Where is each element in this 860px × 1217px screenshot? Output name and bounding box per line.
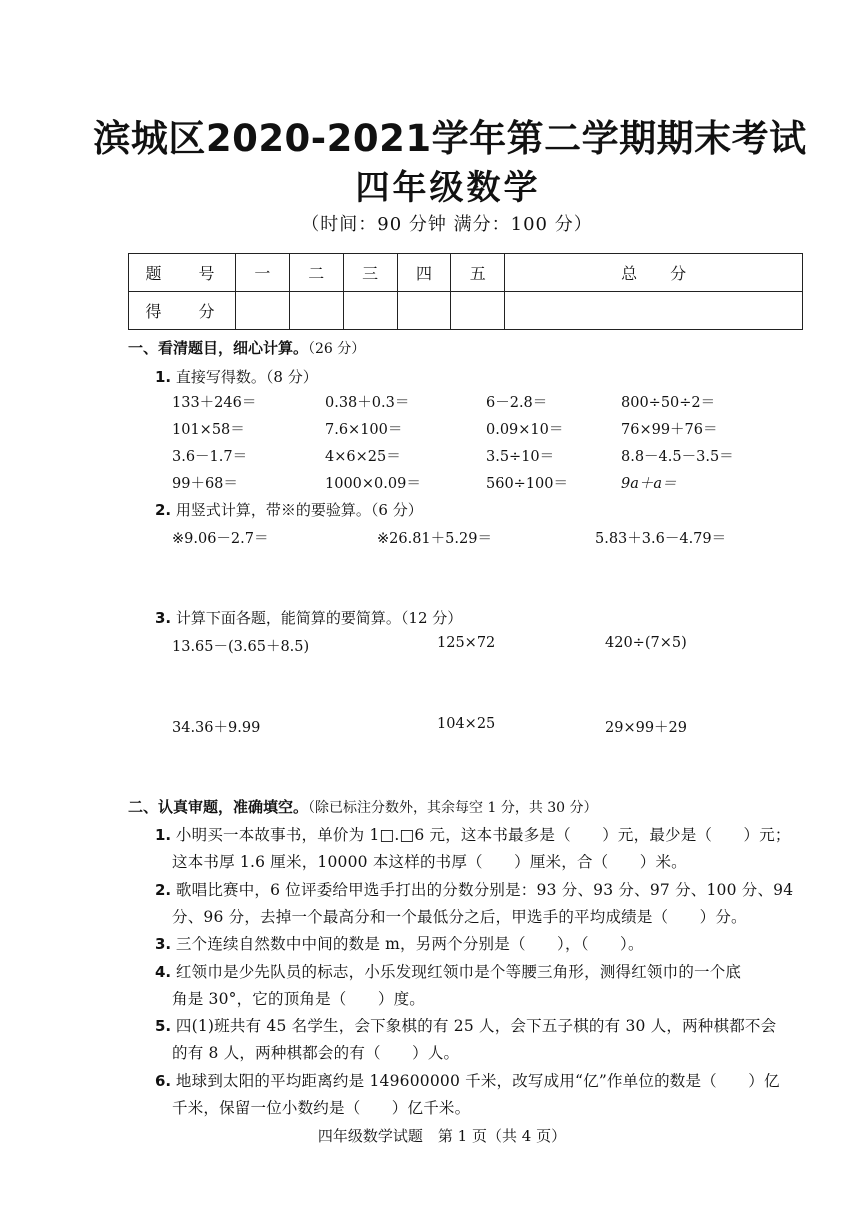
calc-item: 1000×0.09＝ — [325, 476, 421, 492]
score-input-cell[interactable] — [289, 292, 343, 330]
score-table-cell: 一 — [236, 254, 290, 292]
question-number: 1. — [155, 368, 172, 386]
fill-question-6 — [155, 1069, 780, 1091]
question-number: 1. — [155, 826, 172, 844]
score-input-cell[interactable] — [451, 292, 505, 330]
calc-item: 76×99＋76＝ — [621, 422, 718, 438]
section1-title: 一、看清题目，细心计算。 — [128, 339, 309, 357]
simplify-calc-item: 420÷(7×5) — [605, 635, 687, 651]
question-line: 三个连续自然数中中间的数是 m，另两个分别是（ ），（ ）。 — [175, 935, 644, 953]
score-input-cell[interactable] — [505, 292, 803, 330]
fill-question-2 — [155, 878, 793, 900]
calc-item: 0.38＋0.3＝ — [325, 395, 410, 411]
exam-subtitle: 四年级数学 — [355, 168, 541, 208]
score-table-cell: 题 号 — [129, 254, 236, 292]
question-1-1 — [155, 366, 318, 387]
calc-item: 9a＋a＝ — [621, 476, 677, 492]
score-table-cell: 四 — [397, 254, 451, 292]
time-and-score-info: （时间：90 分钟 满分：100 分） — [301, 214, 593, 235]
score-input-cell[interactable] — [397, 292, 451, 330]
question-line: 的有 8 人，两种棋都会的有（ ）人。 — [172, 1044, 460, 1062]
question-line: 红领巾是少先队员的标志，小乐发现红领巾是个等腰三角形，测得红领巾的一个底 — [175, 963, 742, 981]
calc-item: 101×58＝ — [172, 422, 245, 438]
question-number: 4. — [155, 963, 172, 981]
question-text: 用竖式计算，带※的要验算。（6 分） — [175, 501, 423, 519]
question-line: 分、96 分，去掉一个最高分和一个最低分之后，甲选手的平均成绩是（ ）分。 — [172, 908, 747, 926]
score-table-cell: 五 — [451, 254, 505, 292]
calc-item: 133＋246＝ — [172, 395, 257, 411]
question-1-3 — [155, 607, 462, 628]
question-1-2 — [155, 499, 423, 520]
calc-item: 0.09×10＝ — [486, 422, 564, 438]
section1-heading — [128, 337, 365, 358]
score-table-cell: 总 分 — [505, 254, 803, 292]
calc-item: 8.8－4.5－3.5＝ — [621, 449, 734, 465]
question-number: 2. — [155, 501, 172, 519]
question-number: 3. — [155, 935, 172, 953]
calc-item: 800÷50÷2＝ — [621, 395, 716, 411]
calc-item: 6－2.8＝ — [486, 395, 548, 411]
question-number: 2. — [155, 881, 172, 899]
score-input-cell[interactable] — [236, 292, 290, 330]
question-line: 这本书厚 1.6 厘米，10000 本这样的书厚（ ）厘米，合（ ）米。 — [172, 853, 687, 871]
simplify-calc-item: 13.65－(3.65＋8.5) — [172, 639, 310, 655]
calc-item: 3.6－1.7＝ — [172, 449, 248, 465]
question-text: 计算下面各题，能简算的要简算。（12 分） — [175, 609, 463, 627]
vertical-calc-item: ※26.81＋5.29＝ — [377, 531, 492, 547]
calc-item: 4×6×25＝ — [325, 449, 401, 465]
simplify-calc-item: 34.36＋9.99 — [172, 720, 261, 736]
vertical-calc-item: 5.83＋3.6－4.79＝ — [595, 531, 727, 547]
calc-item: 7.6×100＝ — [325, 422, 403, 438]
question-number: 6. — [155, 1072, 172, 1090]
fill-question-5 — [155, 1014, 776, 1036]
section2-title: 二、认真审题，准确填空。 — [128, 798, 309, 816]
score-table-header-row — [129, 254, 803, 292]
question-line: 小明买一本故事书，单价为 1□.□6 元，这本书最多是（ ）元，最少是（ ）元； — [175, 826, 791, 844]
question-line: 角是 30°，它的顶角是（ ）度。 — [172, 990, 426, 1008]
simplify-calc-item: 125×72 — [437, 635, 496, 651]
score-table — [128, 253, 803, 330]
exam-title: 滨城区2020-2021学年第二学期期末考试 — [93, 117, 807, 160]
vertical-calc-item: ※9.06－2.7＝ — [172, 531, 269, 547]
question-line: 地球到太阳的平均距离约是 149600000 千米，改写成用“亿”作单位的数是（ ）亿 — [175, 1072, 780, 1090]
simplify-calc-item: 29×99＋29 — [605, 720, 688, 736]
fill-question-3 — [155, 932, 644, 954]
simplify-calc-item: 104×25 — [437, 716, 496, 732]
fill-question-4 — [155, 960, 741, 982]
section1-points: （26 分） — [308, 341, 366, 357]
question-line: 千米，保留一位小数约是（ ）亿千米。 — [172, 1099, 471, 1117]
score-table-cell: 得 分 — [129, 292, 236, 330]
fill-question-1 — [155, 823, 791, 845]
score-input-cell[interactable] — [343, 292, 397, 330]
calc-item: 560÷100＝ — [486, 476, 569, 492]
question-line: 歌唱比赛中，6 位评委给甲选手打出的分数分别是：93 分、93 分、97 分、100 分、94 — [175, 881, 794, 899]
calc-item: 3.5÷10＝ — [486, 449, 555, 465]
score-table-score-row — [129, 292, 803, 330]
question-line: 四(1)班共有 45 名学生，会下象棋的有 25 人，会下五子棋的有 30 人，两种棋都不会 — [175, 1017, 777, 1035]
section2-heading — [128, 796, 598, 817]
question-number: 5. — [155, 1017, 172, 1035]
question-number: 3. — [155, 609, 172, 627]
score-table-cell: 三 — [343, 254, 397, 292]
question-text: 直接写得数。（8 分） — [175, 368, 318, 386]
page-footer: 四年级数学试题 第 1 页（共 4 页） — [317, 1127, 567, 1145]
calc-item: 99＋68＝ — [172, 476, 238, 492]
section2-points: （除已标注分数外，其余每空 1 分，共 30 分） — [308, 800, 598, 816]
score-table-cell: 二 — [289, 254, 343, 292]
